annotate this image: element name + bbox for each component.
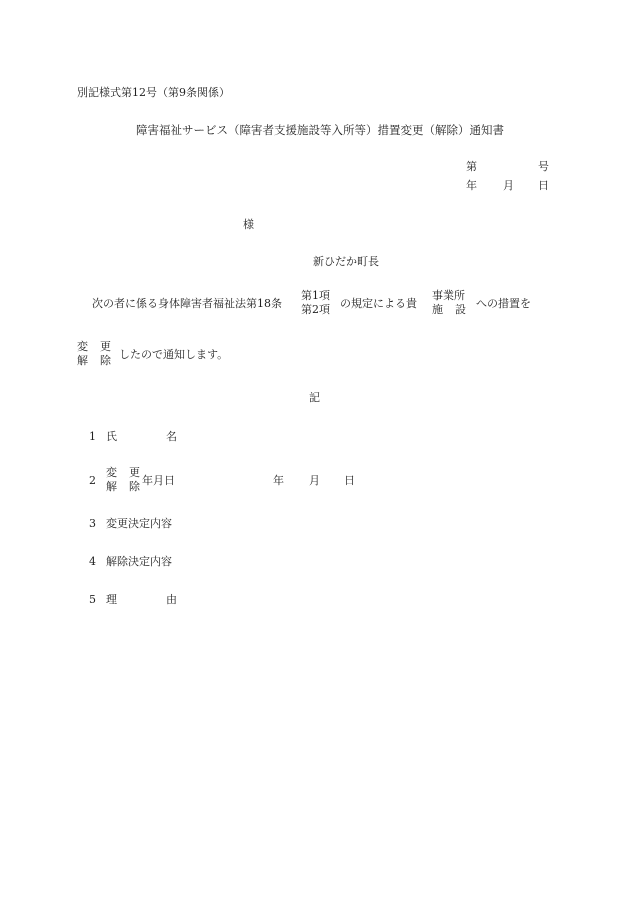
number-suffix: 号 [538, 160, 549, 173]
item-1-label-first: 氏 [106, 430, 117, 443]
item-3-label: 変更決定内容 [106, 517, 172, 530]
form-number: 別記様式第12号（第9条関係） [77, 86, 230, 99]
item-2-year: 年 [273, 474, 284, 487]
action-choice [77, 340, 111, 368]
item-4-number: 4 [89, 555, 96, 568]
item-3-number: 3 [89, 517, 96, 530]
sender-name: 新ひだか町長 [313, 255, 379, 268]
date-year: 年 [466, 179, 477, 192]
item-1-number: 1 [89, 430, 96, 443]
item-2-number: 2 [89, 474, 96, 487]
item-4-label: 解除決定内容 [106, 555, 172, 568]
item-2-label: 年月日 [142, 474, 175, 487]
action-option-change: 変 更 [77, 340, 111, 353]
date-day: 日 [538, 179, 549, 192]
item-5-label-second: 由 [166, 593, 177, 606]
facility-option-institution: 施 設 [432, 303, 466, 316]
item-1-label-second: 名 [166, 430, 177, 443]
document-title: 障害福祉サービス（障害者支援施設等入所等）措置変更（解除）通知書 [136, 123, 504, 137]
item-2-action-choice [106, 466, 140, 494]
item-2-action-cancel: 解 除 [106, 480, 140, 493]
item-5-number: 5 [89, 593, 96, 606]
item-5-label-first: 理 [106, 593, 117, 606]
number-prefix: 第 [466, 160, 477, 173]
date-month: 月 [503, 179, 514, 192]
addressee-honorific: 様 [243, 218, 254, 231]
item-2-action-change: 変 更 [106, 466, 140, 479]
facility-choice [432, 289, 466, 317]
body-sentence-start: 次の者に係る身体障害者福祉法第18条 [92, 297, 282, 310]
clause-2: 第2項 [301, 303, 330, 316]
item-2-month: 月 [309, 474, 320, 487]
body-conclusion: したので通知します。 [119, 348, 229, 361]
item-2-day: 日 [344, 474, 355, 487]
body-sentence-end: への措置を [476, 297, 531, 310]
clause-choice [301, 289, 330, 317]
action-option-cancel: 解 除 [77, 354, 111, 367]
body-sentence-middle: の規定による貴 [340, 297, 417, 310]
clause-1: 第1項 [301, 289, 330, 302]
facility-option-office: 事業所 [432, 289, 465, 302]
record-heading: 記 [309, 391, 320, 404]
